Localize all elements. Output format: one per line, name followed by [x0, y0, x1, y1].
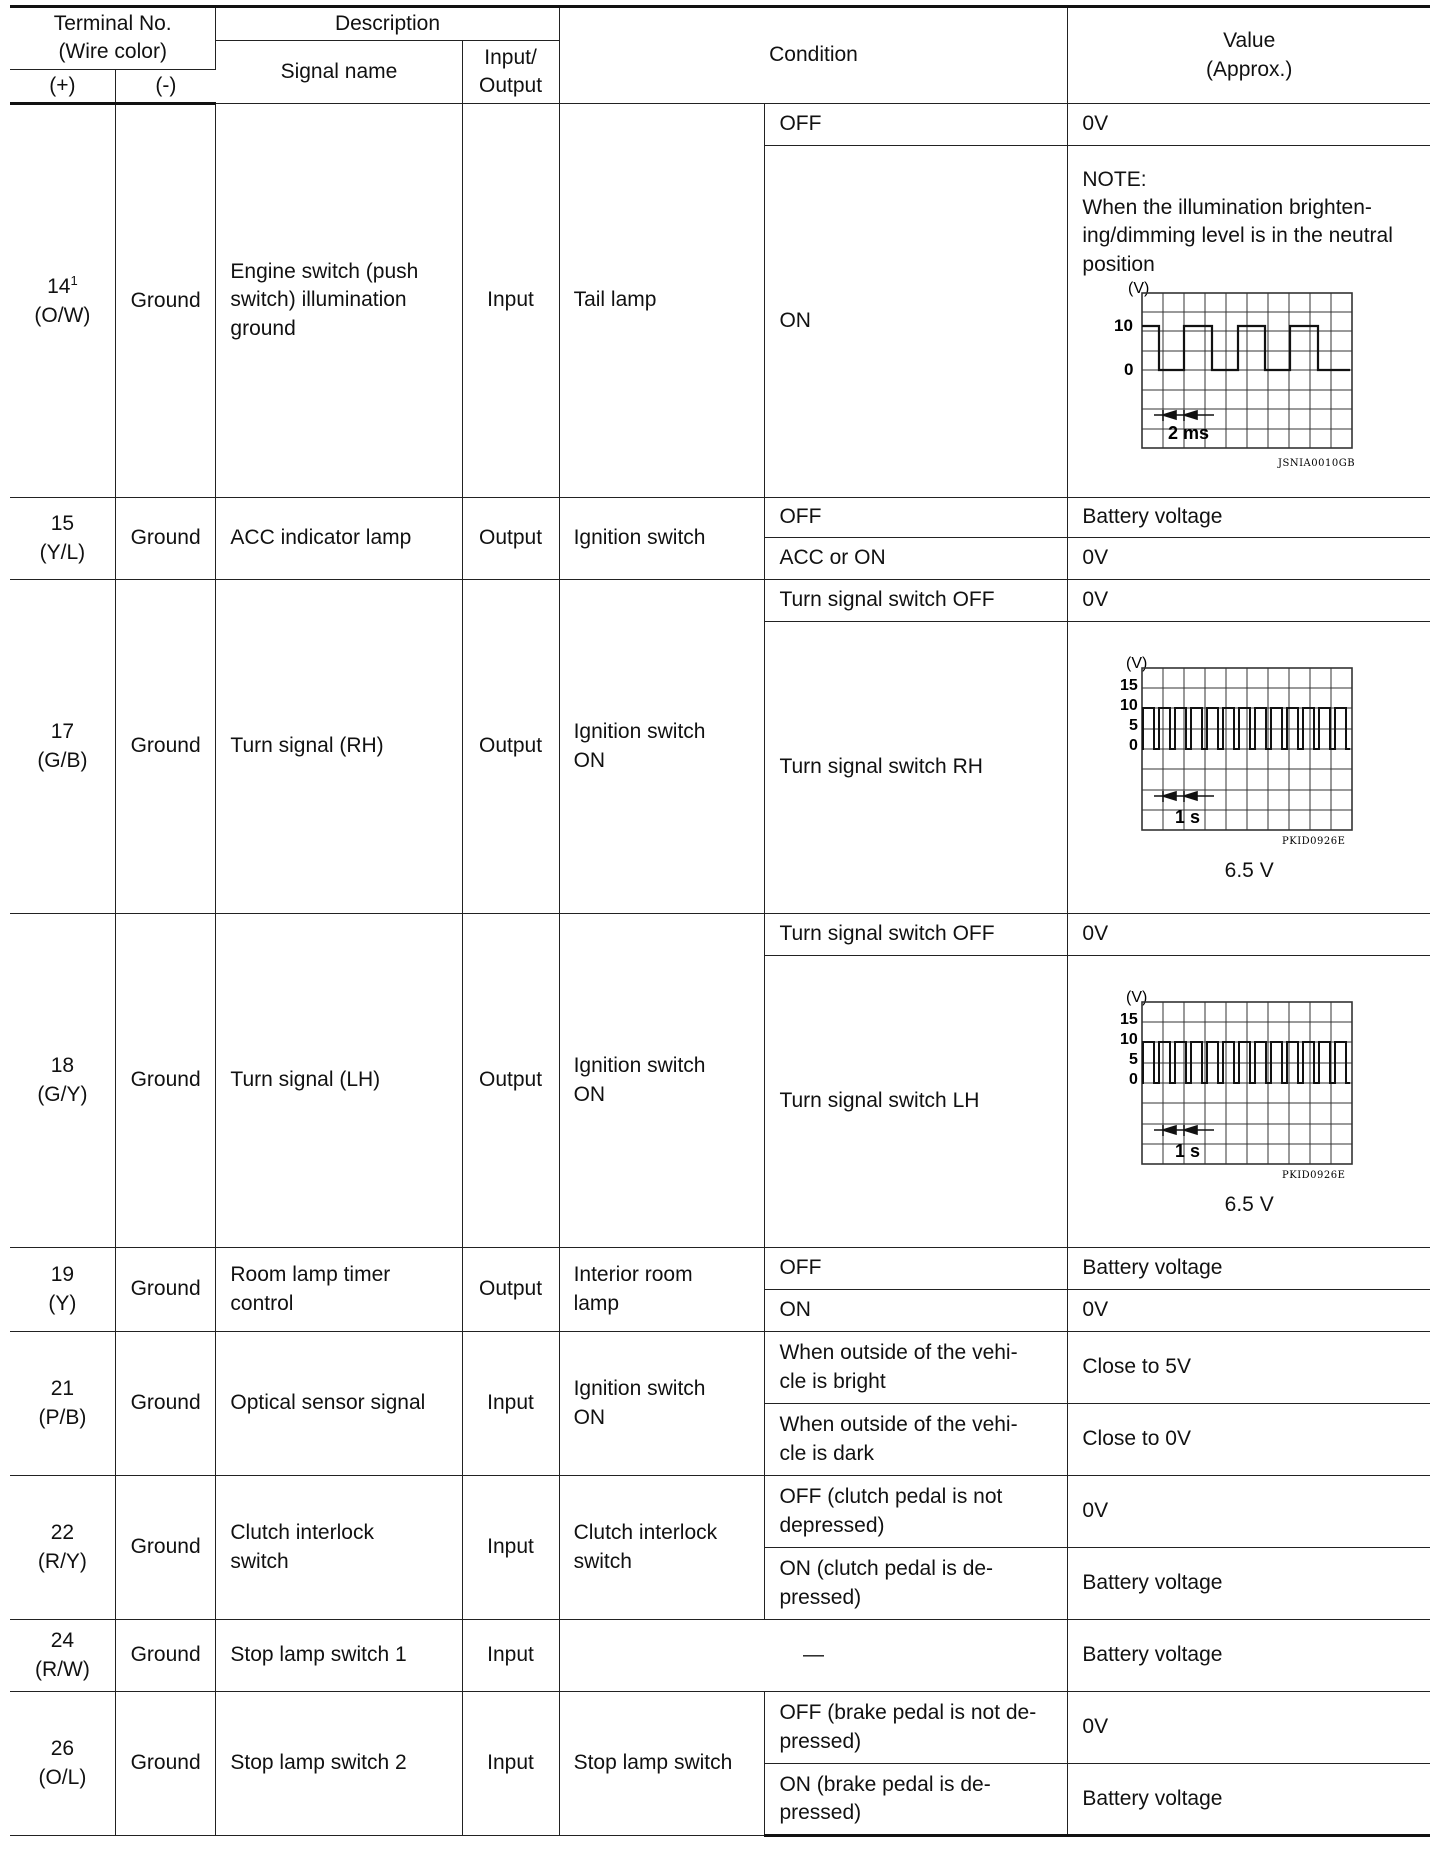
sub-condition-line: When outside of the vehi- [779, 1413, 1018, 1437]
sub-condition-cell: ON [765, 146, 1068, 498]
header-wire-color-label: (Wire color) [58, 40, 167, 64]
waveform-image-id: PKID0926E [1282, 1170, 1346, 1181]
wire-color: (G/Y) [37, 1082, 88, 1106]
terminal-spec-table [10, 5, 1430, 1837]
terminal-cell [10, 1476, 115, 1620]
waveform-image-id: JSNIA0010GB [1278, 458, 1356, 470]
value-cell: 0V [1068, 1290, 1430, 1332]
waveform-turn-rh-chart [1082, 650, 1360, 846]
header-approx-label: (Approx.) [1206, 57, 1293, 81]
terminal-number: 15 [50, 512, 75, 536]
terminal-number: 26 [50, 1737, 75, 1761]
header-io-label-2: Output [479, 74, 543, 98]
terminal-cell [10, 498, 115, 580]
value-cell: 0V [1068, 1476, 1430, 1548]
table-row [10, 914, 1430, 956]
signal-name-line: switch [230, 1549, 289, 1573]
note-text: When the illumination brighten-ing/dimming level is in the neutral position [1082, 196, 1393, 276]
condition-cell [559, 1248, 765, 1332]
terminal-cell [10, 1620, 115, 1692]
waveform-turn-lh-chart [1082, 984, 1360, 1180]
signal-name-line: control [230, 1291, 294, 1315]
value-cell: Battery voltage [1068, 498, 1430, 538]
wire-color: (O/L) [38, 1765, 87, 1789]
ground-cell: Ground [115, 1248, 216, 1332]
header-terminal-no [10, 7, 216, 70]
value-cell: Battery voltage [1068, 1620, 1430, 1692]
waveform-illumination-chart [1082, 279, 1360, 469]
sub-condition-line: cle is dark [779, 1441, 874, 1465]
sub-condition-line: pressed) [779, 1729, 862, 1753]
header-terminal-no-label: Terminal No. [53, 12, 172, 35]
waveform-y-unit: (V) [1126, 655, 1148, 673]
waveform-y-label: 15 [1120, 677, 1139, 695]
value-cell: 0V [1068, 104, 1430, 146]
io-cell: Output [462, 498, 559, 580]
waveform-time-label: 2 ms [1168, 423, 1210, 444]
signal-name-line: Engine switch (push [230, 260, 419, 284]
condition-cell: — [559, 1620, 1068, 1692]
header-description: Description [216, 7, 559, 41]
signal-name-cell [216, 1248, 462, 1332]
ground-cell: Ground [115, 1332, 216, 1476]
sub-condition-line: ON (clutch pedal is de- [779, 1557, 994, 1581]
sub-condition-line: OFF (brake pedal is not de- [779, 1701, 1037, 1725]
ground-cell: Ground [115, 1476, 216, 1620]
value-cell [1068, 956, 1430, 1248]
table-row [10, 104, 1430, 146]
table-body [10, 104, 1430, 1836]
ground-cell: Ground [115, 498, 216, 580]
signal-name-cell: Turn signal (RH) [216, 580, 462, 914]
signal-name-cell: Optical sensor signal [216, 1332, 462, 1476]
sub-condition-cell: Turn signal switch LH [765, 956, 1068, 1248]
sub-condition-cell [765, 1548, 1068, 1620]
waveform-y-label: 5 [1129, 717, 1139, 735]
terminal-cell [10, 580, 115, 914]
condition-line: Clutch interlock [573, 1521, 718, 1545]
signal-name-line: Room lamp timer [230, 1263, 391, 1287]
table-row [10, 1620, 1430, 1692]
sub-condition-line: OFF (clutch pedal is not [779, 1485, 1003, 1509]
waveform-y-label: 0 [1129, 1071, 1139, 1089]
waveform-time-label: 1 s [1175, 807, 1201, 828]
condition-cell: Tail lamp [559, 104, 765, 498]
sub-condition-cell: OFF [765, 1248, 1068, 1290]
table-row [10, 1332, 1430, 1404]
waveform-caption: 6.5 V [1224, 1192, 1274, 1216]
wire-color: (O/W) [34, 303, 91, 327]
sub-condition-cell [765, 1764, 1068, 1836]
condition-cell [559, 914, 765, 1248]
condition-line: lamp [573, 1291, 620, 1315]
condition-cell [559, 1332, 765, 1476]
sub-condition-cell: OFF [765, 104, 1068, 146]
waveform-y-label: 15 [1120, 1011, 1139, 1029]
signal-name-cell: ACC indicator lamp [216, 498, 462, 580]
terminal-number: $14^1$ [47, 273, 78, 299]
terminal-cell [10, 1248, 115, 1332]
sub-condition-line: pressed) [779, 1801, 862, 1825]
wire-color: (Y/L) [39, 540, 86, 564]
io-cell: Input [462, 1332, 559, 1476]
sub-condition-cell: Turn signal switch OFF [765, 580, 1068, 622]
condition-cell [559, 580, 765, 914]
table-header [10, 7, 1430, 104]
terminal-number: 24 [50, 1629, 75, 1653]
terminal-cell [10, 104, 115, 498]
terminal-number: 18 [50, 1054, 75, 1078]
sub-condition-line: cle is bright [779, 1369, 886, 1393]
sub-condition-cell [765, 1476, 1068, 1548]
io-cell: Output [462, 580, 559, 914]
value-cell: Battery voltage [1068, 1548, 1430, 1620]
sub-condition-cell: ON [765, 1290, 1068, 1332]
io-cell: Input [462, 1476, 559, 1620]
waveform-image-id: PKID0926E [1282, 836, 1346, 847]
header-io-label-1: Input/ [484, 45, 537, 69]
header-condition: Condition [559, 7, 1068, 104]
wire-color: (G/B) [37, 748, 88, 772]
sub-condition-cell: ACC or ON [765, 538, 1068, 580]
waveform-y-labels [1120, 1011, 1138, 1088]
terminal-cell [10, 1692, 115, 1836]
signal-name-cell: Turn signal (LH) [216, 914, 462, 1248]
terminal-cell [10, 914, 115, 1248]
waveform-caption: 6.5 V [1224, 858, 1274, 882]
terminal-cell [10, 1332, 115, 1476]
condition-line: ON [573, 1082, 606, 1106]
sub-condition-cell [765, 1404, 1068, 1476]
value-cell: Close to 5V [1068, 1332, 1430, 1404]
signal-name-cell [216, 104, 462, 498]
io-cell: Input [462, 1692, 559, 1836]
value-cell: Battery voltage [1068, 1764, 1430, 1836]
waveform-time-label: 1 s [1175, 1141, 1201, 1162]
terminal-number: 21 [50, 1377, 75, 1401]
condition-line: ON [573, 1405, 606, 1429]
waveform-y-label: 10 [1120, 1031, 1139, 1049]
table-row [10, 1476, 1430, 1548]
signal-name-line: ground [230, 316, 296, 340]
ground-cell: Ground [115, 1692, 216, 1836]
wire-color: (R/W) [35, 1657, 90, 1681]
waveform-y-unit: (V) [1128, 280, 1150, 298]
sub-condition-cell: Turn signal switch OFF [765, 914, 1068, 956]
wire-color: (R/Y) [37, 1549, 87, 1573]
sub-condition-cell: Turn signal switch RH [765, 622, 1068, 914]
header-value [1068, 7, 1430, 104]
condition-line: Interior room [573, 1263, 693, 1287]
header-input-output [462, 41, 559, 104]
value-cell [1068, 146, 1430, 498]
ground-cell: Ground [115, 580, 216, 914]
condition-line: switch [573, 1549, 632, 1573]
sub-condition-cell: OFF [765, 498, 1068, 538]
header-signal-name: Signal name [216, 41, 462, 104]
condition-cell: Ignition switch [559, 498, 765, 580]
condition-line: Ignition switch [573, 1377, 706, 1401]
condition-line: Ignition switch [573, 720, 706, 744]
header-minus: (-) [115, 69, 216, 103]
sub-condition-line: When outside of the vehi- [779, 1341, 1018, 1365]
signal-name-cell: Stop lamp switch 2 [216, 1692, 462, 1836]
value-cell: Close to 0V [1068, 1404, 1430, 1476]
io-cell: Output [462, 914, 559, 1248]
condition-cell: Stop lamp switch [559, 1692, 765, 1836]
wire-color: (Y) [48, 1291, 77, 1315]
condition-line: Ignition switch [573, 1054, 706, 1078]
waveform-y-label: 0 [1124, 360, 1134, 380]
sub-condition-line: ON (brake pedal is de- [779, 1772, 991, 1796]
sub-condition-line: pressed) [779, 1585, 862, 1609]
waveform-y-label: 0 [1129, 737, 1139, 755]
header-value-label: Value [1223, 29, 1276, 53]
signal-name-line: switch) illumination [230, 288, 407, 312]
waveform-y-label: 5 [1129, 1051, 1139, 1069]
terminal-footnote: 1 [70, 273, 78, 289]
io-cell: Input [462, 104, 559, 498]
io-cell: Input [462, 1620, 559, 1692]
table-row [10, 1248, 1430, 1290]
value-cell: 0V [1068, 914, 1430, 956]
waveform-y-label: 10 [1114, 316, 1134, 336]
terminal-number: 19 [50, 1263, 75, 1287]
value-cell [1068, 622, 1430, 914]
sub-condition-cell [765, 1332, 1068, 1404]
ground-cell: Ground [115, 914, 216, 1248]
sub-condition-cell [765, 1692, 1068, 1764]
table-row [10, 498, 1430, 538]
value-cell: 0V [1068, 580, 1430, 622]
sub-condition-line: depressed) [779, 1513, 885, 1537]
ground-cell: Ground [115, 104, 216, 498]
value-cell: 0V [1068, 1692, 1430, 1764]
terminal-number: 22 [50, 1521, 75, 1545]
terminal-number: 17 [50, 720, 75, 744]
table-row [10, 580, 1430, 622]
value-cell: Battery voltage [1068, 1248, 1430, 1290]
waveform-y-labels [1120, 677, 1138, 754]
wire-color: (P/B) [38, 1405, 87, 1429]
ground-cell: Ground [115, 1620, 216, 1692]
note-title: NOTE: [1082, 167, 1147, 191]
waveform-y-unit: (V) [1126, 989, 1148, 1007]
io-cell: Output [462, 1248, 559, 1332]
header-plus: (+) [10, 69, 115, 103]
signal-name-cell: Stop lamp switch 1 [216, 1620, 462, 1692]
condition-cell [559, 1476, 765, 1620]
signal-name-cell [216, 1476, 462, 1620]
table-row [10, 1692, 1430, 1764]
condition-line: ON [573, 748, 606, 772]
value-cell: 0V [1068, 538, 1430, 580]
waveform-trace [1142, 326, 1350, 370]
waveform-y-label: 10 [1120, 697, 1139, 715]
signal-name-line: Clutch interlock [230, 1521, 374, 1545]
